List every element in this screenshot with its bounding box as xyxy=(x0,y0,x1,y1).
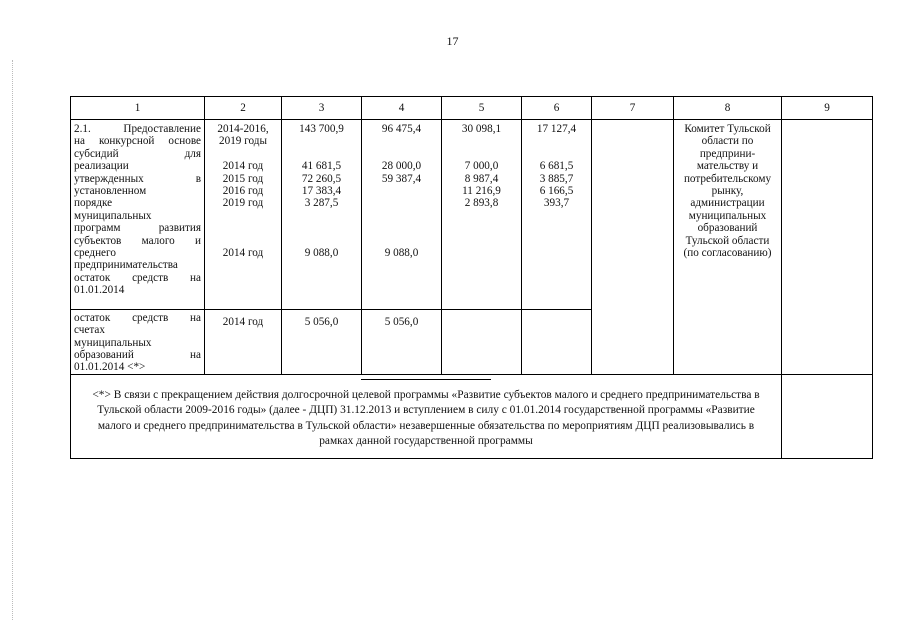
remainder-total-cell xyxy=(282,309,362,374)
footnote-cell xyxy=(71,374,782,458)
amount-value: 2 893,8 xyxy=(464,197,499,210)
amount-value: 6 681,5 xyxy=(539,160,574,173)
responsible-line: потребительскому xyxy=(683,172,772,185)
responsible-line: (по согласованию) xyxy=(683,246,772,259)
measures-table xyxy=(70,96,873,459)
period-value: 2014 год xyxy=(222,160,264,173)
measure-description xyxy=(74,123,201,309)
col9-cell xyxy=(782,120,873,375)
amount-value xyxy=(365,135,438,147)
period-value xyxy=(208,235,278,247)
header-col-9: 9 xyxy=(782,97,873,120)
description-line: образований на xyxy=(74,349,201,362)
description-line: утвержденных в xyxy=(74,172,201,185)
responsible-line: Тульской области xyxy=(685,234,770,247)
amount-value: 393,7 xyxy=(543,197,570,210)
amount-col4-cell xyxy=(362,120,442,310)
description-line: субсидий для xyxy=(74,147,201,160)
footnote-text: <*> В связи с прекращением действия долгосрочной целевой программы «Развитие субъектов малого и среднего предпринимательства в Тульской области 2009-2016 годы» (далее - ДЦП) 31.12.2013 и вступлением в силу с 01.01.2014 государственной программы «Развитие малого и среднего предпринимательства в Тульской области» незавершенные обязательства по мероприятиям ДЦП реализовывались в рамках данной государственной программы xyxy=(92,388,760,448)
amount-value: 9 088,0 xyxy=(384,246,419,259)
responsible-line: администрации xyxy=(690,197,765,210)
amount-value xyxy=(285,148,358,160)
description-line: 01.01.2014 <*> xyxy=(74,361,146,374)
amount-value xyxy=(525,135,588,147)
period-value xyxy=(208,222,278,234)
measures-table-container xyxy=(70,96,872,459)
period-value: 2014-2016, xyxy=(217,123,269,135)
amount-value: 59 387,4 xyxy=(381,172,422,185)
description-line: субъектов малого и xyxy=(74,234,201,247)
remainder-col4-cell xyxy=(362,309,442,374)
description-line: остаток средств на xyxy=(74,271,201,284)
remainder-description-cell xyxy=(71,309,205,374)
header-row xyxy=(71,97,873,120)
page-number: 17 xyxy=(446,34,459,48)
measure-row xyxy=(71,120,873,310)
amount-value: 9 088,0 xyxy=(304,246,339,259)
amount-value: 5 056,0 xyxy=(384,315,419,328)
amount-value: 3 287,5 xyxy=(304,197,339,210)
description-line: муниципальных xyxy=(74,336,152,349)
amount-value: 6 166,5 xyxy=(539,184,574,197)
period-value: 2015 год xyxy=(222,172,264,185)
header-col-4: 4 xyxy=(362,97,442,120)
amount-value xyxy=(365,148,438,160)
amount-value: 8 987,4 xyxy=(464,172,499,185)
period-value: 2019 год xyxy=(222,197,264,210)
amount-value xyxy=(365,210,438,222)
amount-value: 41 681,5 xyxy=(301,160,342,173)
responsible-line: области по xyxy=(701,135,754,148)
amount-value xyxy=(365,222,438,234)
amount-value: 5 056,0 xyxy=(304,315,339,328)
amount-value: 17 383,4 xyxy=(301,184,342,197)
scan-margin-marks xyxy=(12,60,15,620)
description-line: предпринимательства xyxy=(74,259,178,272)
description-line: 2.1. Предоставление xyxy=(74,123,201,135)
description-line: реализации xyxy=(74,160,129,173)
footnote-col9-cell xyxy=(782,374,873,458)
period-value: 2019 годы xyxy=(219,135,267,148)
amount-value xyxy=(445,135,518,147)
amount-value: 30 098,1 xyxy=(461,123,502,135)
amount-value xyxy=(365,197,438,209)
amount-value xyxy=(285,222,358,234)
measure-description-cell xyxy=(71,120,205,310)
description-line: муниципальных xyxy=(74,209,152,222)
amount-col5-cell xyxy=(442,120,522,310)
amount-value: 72 260,5 xyxy=(301,172,342,185)
amount-value: 17 127,4 xyxy=(536,123,577,135)
amount-value xyxy=(285,235,358,247)
description-line: 01.01.2014 xyxy=(74,284,125,297)
header-col-7: 7 xyxy=(592,97,674,120)
description-line: на конкурсной основе xyxy=(74,135,201,148)
header-col-8: 8 xyxy=(674,97,782,120)
footnote-separator xyxy=(361,379,491,380)
period-cell xyxy=(205,120,282,310)
amount-value: 143 700,9 xyxy=(299,123,344,135)
header-col-1: 1 xyxy=(71,97,205,120)
amount-value: 11 216,9 xyxy=(462,184,501,197)
description-line: установленном xyxy=(74,184,147,197)
remainder-description xyxy=(74,312,201,374)
amount-value xyxy=(285,135,358,147)
amount-value: 3 885,7 xyxy=(539,172,574,185)
description-line: программ развития xyxy=(74,222,201,235)
responsible-line: мательству и xyxy=(696,160,759,173)
period-value: 2014 год xyxy=(222,246,264,259)
period-value xyxy=(208,210,278,222)
description-line: порядке xyxy=(74,197,113,210)
amount-value: 28 000,0 xyxy=(381,160,422,173)
header-col-3: 3 xyxy=(282,97,362,120)
amount-value xyxy=(445,148,518,160)
responsible-line: муниципальных xyxy=(688,209,767,222)
footnote-row xyxy=(71,374,873,458)
description-line: среднего xyxy=(74,246,116,259)
responsible-line: Комитет Тульской xyxy=(684,123,771,135)
remainder-period-cell xyxy=(205,309,282,374)
col7-cell xyxy=(592,120,674,375)
amount-value xyxy=(365,185,438,197)
period-value: 2016 год xyxy=(222,184,264,197)
header-col-6: 6 xyxy=(522,97,592,120)
description-line: остаток средств на xyxy=(74,311,201,324)
responsible-line: предприни- xyxy=(699,147,756,160)
header-col-2: 2 xyxy=(205,97,282,120)
amount-value xyxy=(285,210,358,222)
amount-value: 7 000,0 xyxy=(464,160,499,173)
header-col-5: 5 xyxy=(442,97,522,120)
amount-value: 96 475,4 xyxy=(381,123,422,135)
description-line: счетах xyxy=(74,324,105,337)
responsible-cell xyxy=(674,120,782,375)
responsible-line: рынку, xyxy=(711,184,744,197)
amount-value xyxy=(525,148,588,160)
period-value xyxy=(208,148,278,160)
amount-value xyxy=(365,235,438,247)
amount-col6-cell xyxy=(522,120,592,310)
responsible-line: образований xyxy=(697,222,758,235)
remainder-col5-cell xyxy=(442,309,522,374)
remainder-col6-cell xyxy=(522,309,592,374)
total-amount-cell xyxy=(282,120,362,310)
period-value: 2014 год xyxy=(222,315,264,328)
